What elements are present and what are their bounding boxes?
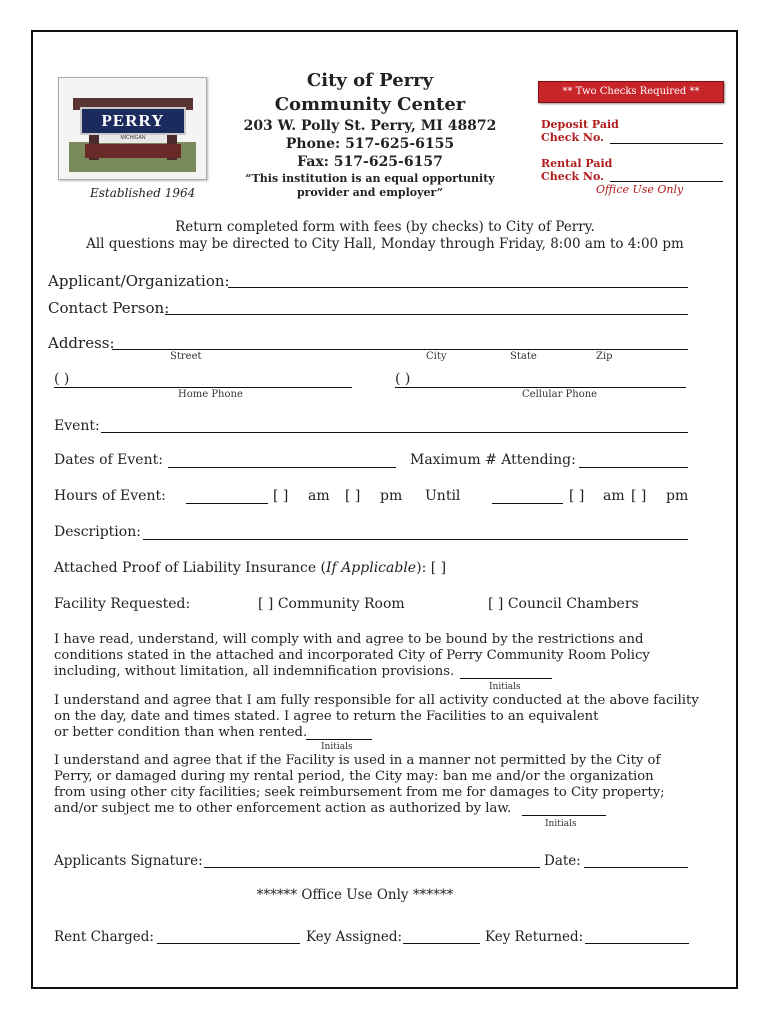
applicant-signature-label: Applicants Signature:	[54, 853, 203, 869]
hours-end-am-label: am	[603, 488, 625, 504]
agreement-3-initials-caption: Initials	[545, 819, 577, 829]
date-label: Date:	[544, 853, 581, 869]
applicant-signature-field[interactable]	[204, 867, 540, 868]
deposit-check-no-label: Check No.	[541, 131, 604, 144]
state-caption: State	[510, 351, 537, 362]
header-phone: Phone: 517-625-6155	[285, 136, 455, 152]
date-field[interactable]	[584, 867, 688, 868]
agreement-3-line1: I understand and agree that if the Facility is used in a manner not permitted by the City of	[54, 753, 661, 768]
key-returned-label: Key Returned:	[485, 929, 584, 945]
dates-field[interactable]	[168, 467, 396, 468]
deposit-check-no-line[interactable]	[610, 143, 723, 144]
rental-check-no-label: Check No.	[541, 170, 604, 183]
street-caption: Street	[170, 351, 202, 362]
rent-charged-label: Rent Charged:	[54, 929, 154, 945]
established-text: Established 1964	[90, 186, 196, 200]
two-checks-banner-text: ** Two Checks Required **	[562, 86, 700, 97]
event-field[interactable]	[101, 432, 688, 433]
agreement-1-line3: including, without limitation, all indemnification provisions.	[54, 664, 455, 679]
office-use-only-note: Office Use Only	[596, 183, 684, 196]
key-returned-field[interactable]	[585, 943, 689, 944]
zip-caption: Zip	[596, 351, 613, 362]
agreement-3-line2: Perry, or damaged during my rental period, the City may: ban me and/or the organization	[54, 769, 654, 784]
agreement-2-initials-caption: Initials	[321, 742, 353, 752]
page-title-line2: Community Center	[274, 94, 466, 115]
cell-phone-field[interactable]	[395, 387, 686, 388]
equal-opportunity-line2: provider and employer”	[296, 186, 444, 199]
agreement-2-line1: I understand and agree that I am fully responsible for all activity conducted at the above facility	[54, 693, 699, 708]
hours-end-field[interactable]	[492, 503, 563, 504]
rental-check-no-line[interactable]	[610, 181, 723, 182]
contact-label: Contact Person:	[48, 299, 170, 317]
agreement-1-initials-caption: Initials	[489, 682, 521, 692]
description-label: Description:	[54, 524, 141, 540]
agreement-2-line3: or better condition than when rented.	[54, 725, 308, 740]
insurance-label: Attached Proof of Liability Insurance (	[54, 560, 327, 576]
dates-label: Dates of Event:	[54, 452, 163, 468]
agreement-2-line2: on the day, date and times stated. I agree to return the Facilities to an equivalent	[54, 709, 599, 724]
agreement-3-line3: from using other city facilities; seek reimbursement from me for damages to City property;	[54, 785, 665, 800]
home-phone-areacode: ( )	[54, 371, 70, 387]
cell-phone-areacode: ( )	[395, 371, 411, 387]
contact-field[interactable]	[165, 314, 688, 315]
key-assigned-label: Key Assigned:	[306, 929, 403, 945]
agreement-1-line1: I have read, understand, will comply with and agree to be bound by the restrictions and	[54, 632, 644, 647]
insurance-if-applicable: If Applicable	[326, 560, 417, 576]
agreement-3-initials-field[interactable]	[522, 815, 606, 816]
event-label: Event:	[54, 418, 100, 434]
insurance-checkbox[interactable]: ): [ ]	[416, 560, 447, 576]
hours-end-am-checkbox[interactable]: [ ]	[569, 488, 585, 504]
applicant-field[interactable]	[228, 287, 688, 288]
logo-sign-text: PERRY	[101, 111, 165, 130]
facility-label: Facility Requested:	[54, 596, 191, 612]
cell-phone-caption: Cellular Phone	[522, 389, 598, 400]
hours-start-am-label: am	[308, 488, 330, 504]
council-chambers-option[interactable]: [ ] Council Chambers	[488, 596, 639, 612]
hours-start-am-checkbox[interactable]: [ ]	[273, 488, 289, 504]
rent-charged-field[interactable]	[157, 943, 300, 944]
description-field[interactable]	[143, 539, 688, 540]
hours-start-pm-label: pm	[380, 488, 403, 504]
instructions-line1: Return completed form with fees (by checks) to City of Perry.	[175, 219, 595, 235]
rental-paid-label: Rental Paid	[541, 157, 613, 170]
home-phone-field[interactable]	[54, 387, 352, 388]
max-attending-label: Maximum # Attending:	[410, 452, 576, 468]
home-phone-caption: Home Phone	[178, 389, 243, 400]
key-assigned-field[interactable]	[403, 943, 480, 944]
perry-logo	[58, 77, 207, 180]
max-attending-field[interactable]	[579, 467, 688, 468]
hours-end-pm-label: pm	[666, 488, 689, 504]
insurance-line	[54, 560, 446, 576]
hours-end-pm-checkbox[interactable]: [ ]	[631, 488, 647, 504]
agreement-3-line4: and/or subject me to other enforcement action as authorized by law.	[54, 801, 512, 816]
two-checks-banner	[538, 81, 724, 103]
applicant-label: Applicant/Organization:	[48, 272, 230, 290]
header-fax: Fax: 517-625-6157	[297, 154, 443, 170]
logo-sign-subtext: MICHIGAN	[120, 135, 146, 141]
address-field[interactable]	[112, 349, 688, 350]
instructions-line2: All questions may be directed to City Hall, Monday through Friday, 8:00 am to 4:00 pm	[86, 236, 684, 252]
until-label: Until	[425, 488, 461, 504]
agreement-2-initials-field[interactable]	[306, 739, 372, 740]
community-room-option[interactable]: [ ] Community Room	[258, 596, 405, 612]
hours-label: Hours of Event:	[54, 488, 166, 504]
hours-start-pm-checkbox[interactable]: [ ]	[345, 488, 361, 504]
agreement-1-line2: conditions stated in the attached and incorporated City of Perry Community Room Policy	[54, 648, 650, 663]
deposit-paid-label: Deposit Paid	[541, 118, 619, 131]
hours-start-field[interactable]	[186, 503, 268, 504]
office-use-title: ****** Office Use Only ******	[256, 887, 454, 903]
agreement-1-initials-field[interactable]	[460, 678, 552, 679]
address-label: Address:	[48, 334, 115, 352]
city-caption: City	[426, 351, 447, 362]
equal-opportunity-line1: “This institution is an equal opportunity	[245, 172, 495, 185]
page-title: City of Perry	[306, 70, 434, 91]
header-address: 203 W. Polly St. Perry, MI 48872	[243, 118, 497, 134]
